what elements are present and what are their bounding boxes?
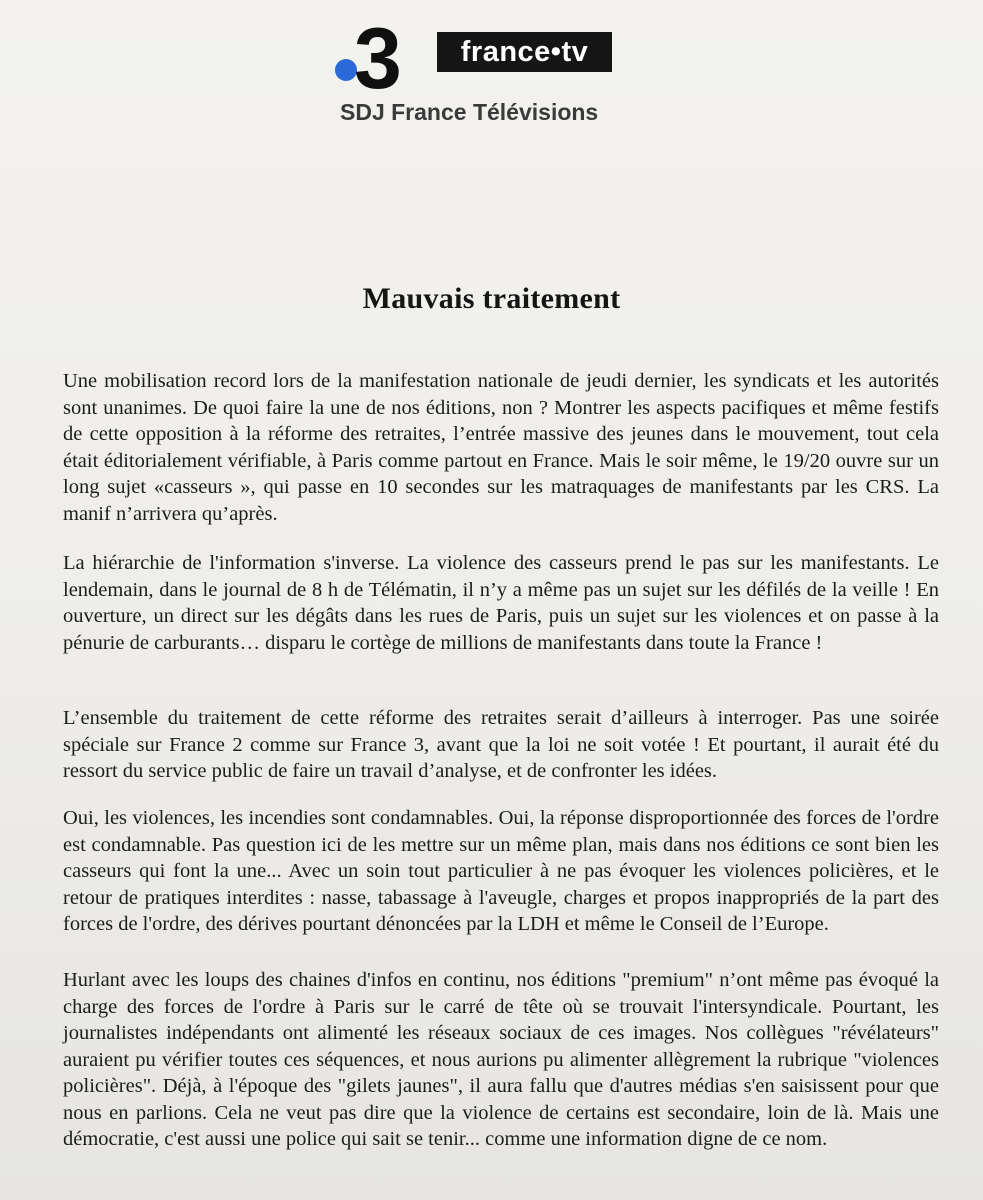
document-title: Mauvais traitement xyxy=(362,282,621,315)
paragraph-5: Hurlant avec les loups des chaines d'infos en continu, nos éditions "premium" n’ont même pas évoqué la charge des forces de l'ordre à Paris sur le carré de tête où se trouvait l'intersyndicale. Pourtant, les journalistes indépendants ont alimenté les réseaux sociaux de ces images. Nos collègues "révélateurs" auraient pu vérifier toutes ces séquences, et nous aurions pu alimenter allègrement la rubrique "violences policières". Déjà, à l'époque des "gilets jaunes", il aura fallu que d'autres médias s'en saisissent pour que nous en parlions. Cela ne veut pas dire que la violence de certains est secondaire, loin de là. Mais une démocratie, c'est aussi une police qui sait se tenir... comme une information digne de ce nom. xyxy=(63,969,939,1150)
paragraph-2: La hiérarchie de l'information s'inverse. La violence des casseurs prend le pas sur les manifestants. Le lendemain, dans le journal de 8 h de Télématin, il n’y a même pas un sujet sur les défilés de la veille ! En ouverture, un direct sur les dégâts dans les rues de Paris, puis un sujet sur les violences et on passe à la pénurie de carburants… disparu le cortège de millions de manifestants dans toute la France ! xyxy=(63,552,939,654)
header-subtitle: SDJ France Télévisions xyxy=(340,99,599,125)
paragraph-3: L’ensemble du traitement de cette réforme des retraites serait d’ailleurs à interroger. Pas une soirée spéciale sur France 2 comme sur France 3, avant que la loi ne soit votée ! Et pourtant, il aurait été du ressort du service public de faire un travail d’analyse, et de confronter les idées. xyxy=(63,707,939,782)
paragraph-4: Oui, les violences, les incendies sont condamnables. Oui, la réponse disproportionnée des forces de l'ordre est condamnable. Pas question ici de les mettre sur un même plan, mais dans nos éditions ce sont bien les casseurs qui font la une... Avec un soin tout particulier à ne pas évoquer les violences policières, et le retour de pratiques interdites : nasse, tabassage à l'aveugle, charges et propos inappropriés de la part des forces de l'ordre, des dérives pourtant dénoncées par la LDH et même le Conseil de l’Europe. xyxy=(63,807,939,935)
francetv-logo: france•tv xyxy=(437,32,612,72)
france3-logo-number: 3 xyxy=(354,11,400,107)
paragraph-1: Une mobilisation record lors de la manifestation nationale de jeudi dernier, les syndicats et les autorités sont unanimes. De quoi faire la une de nos éditions, non ? Montrer les aspects pacifiques et même festifs de cette opposition à la réforme des retraites, l’entrée massive des jeunes dans le mouvement, tout cela était éditorialement vérifiable, à Paris comme partout en France. Mais le soir même, le 19/20 ouvre sur un long sujet «casseurs », qui passe en 10 secondes sur les matraquages de manifestants par les CRS. La manif n’arrivera qu’après. xyxy=(63,370,939,525)
